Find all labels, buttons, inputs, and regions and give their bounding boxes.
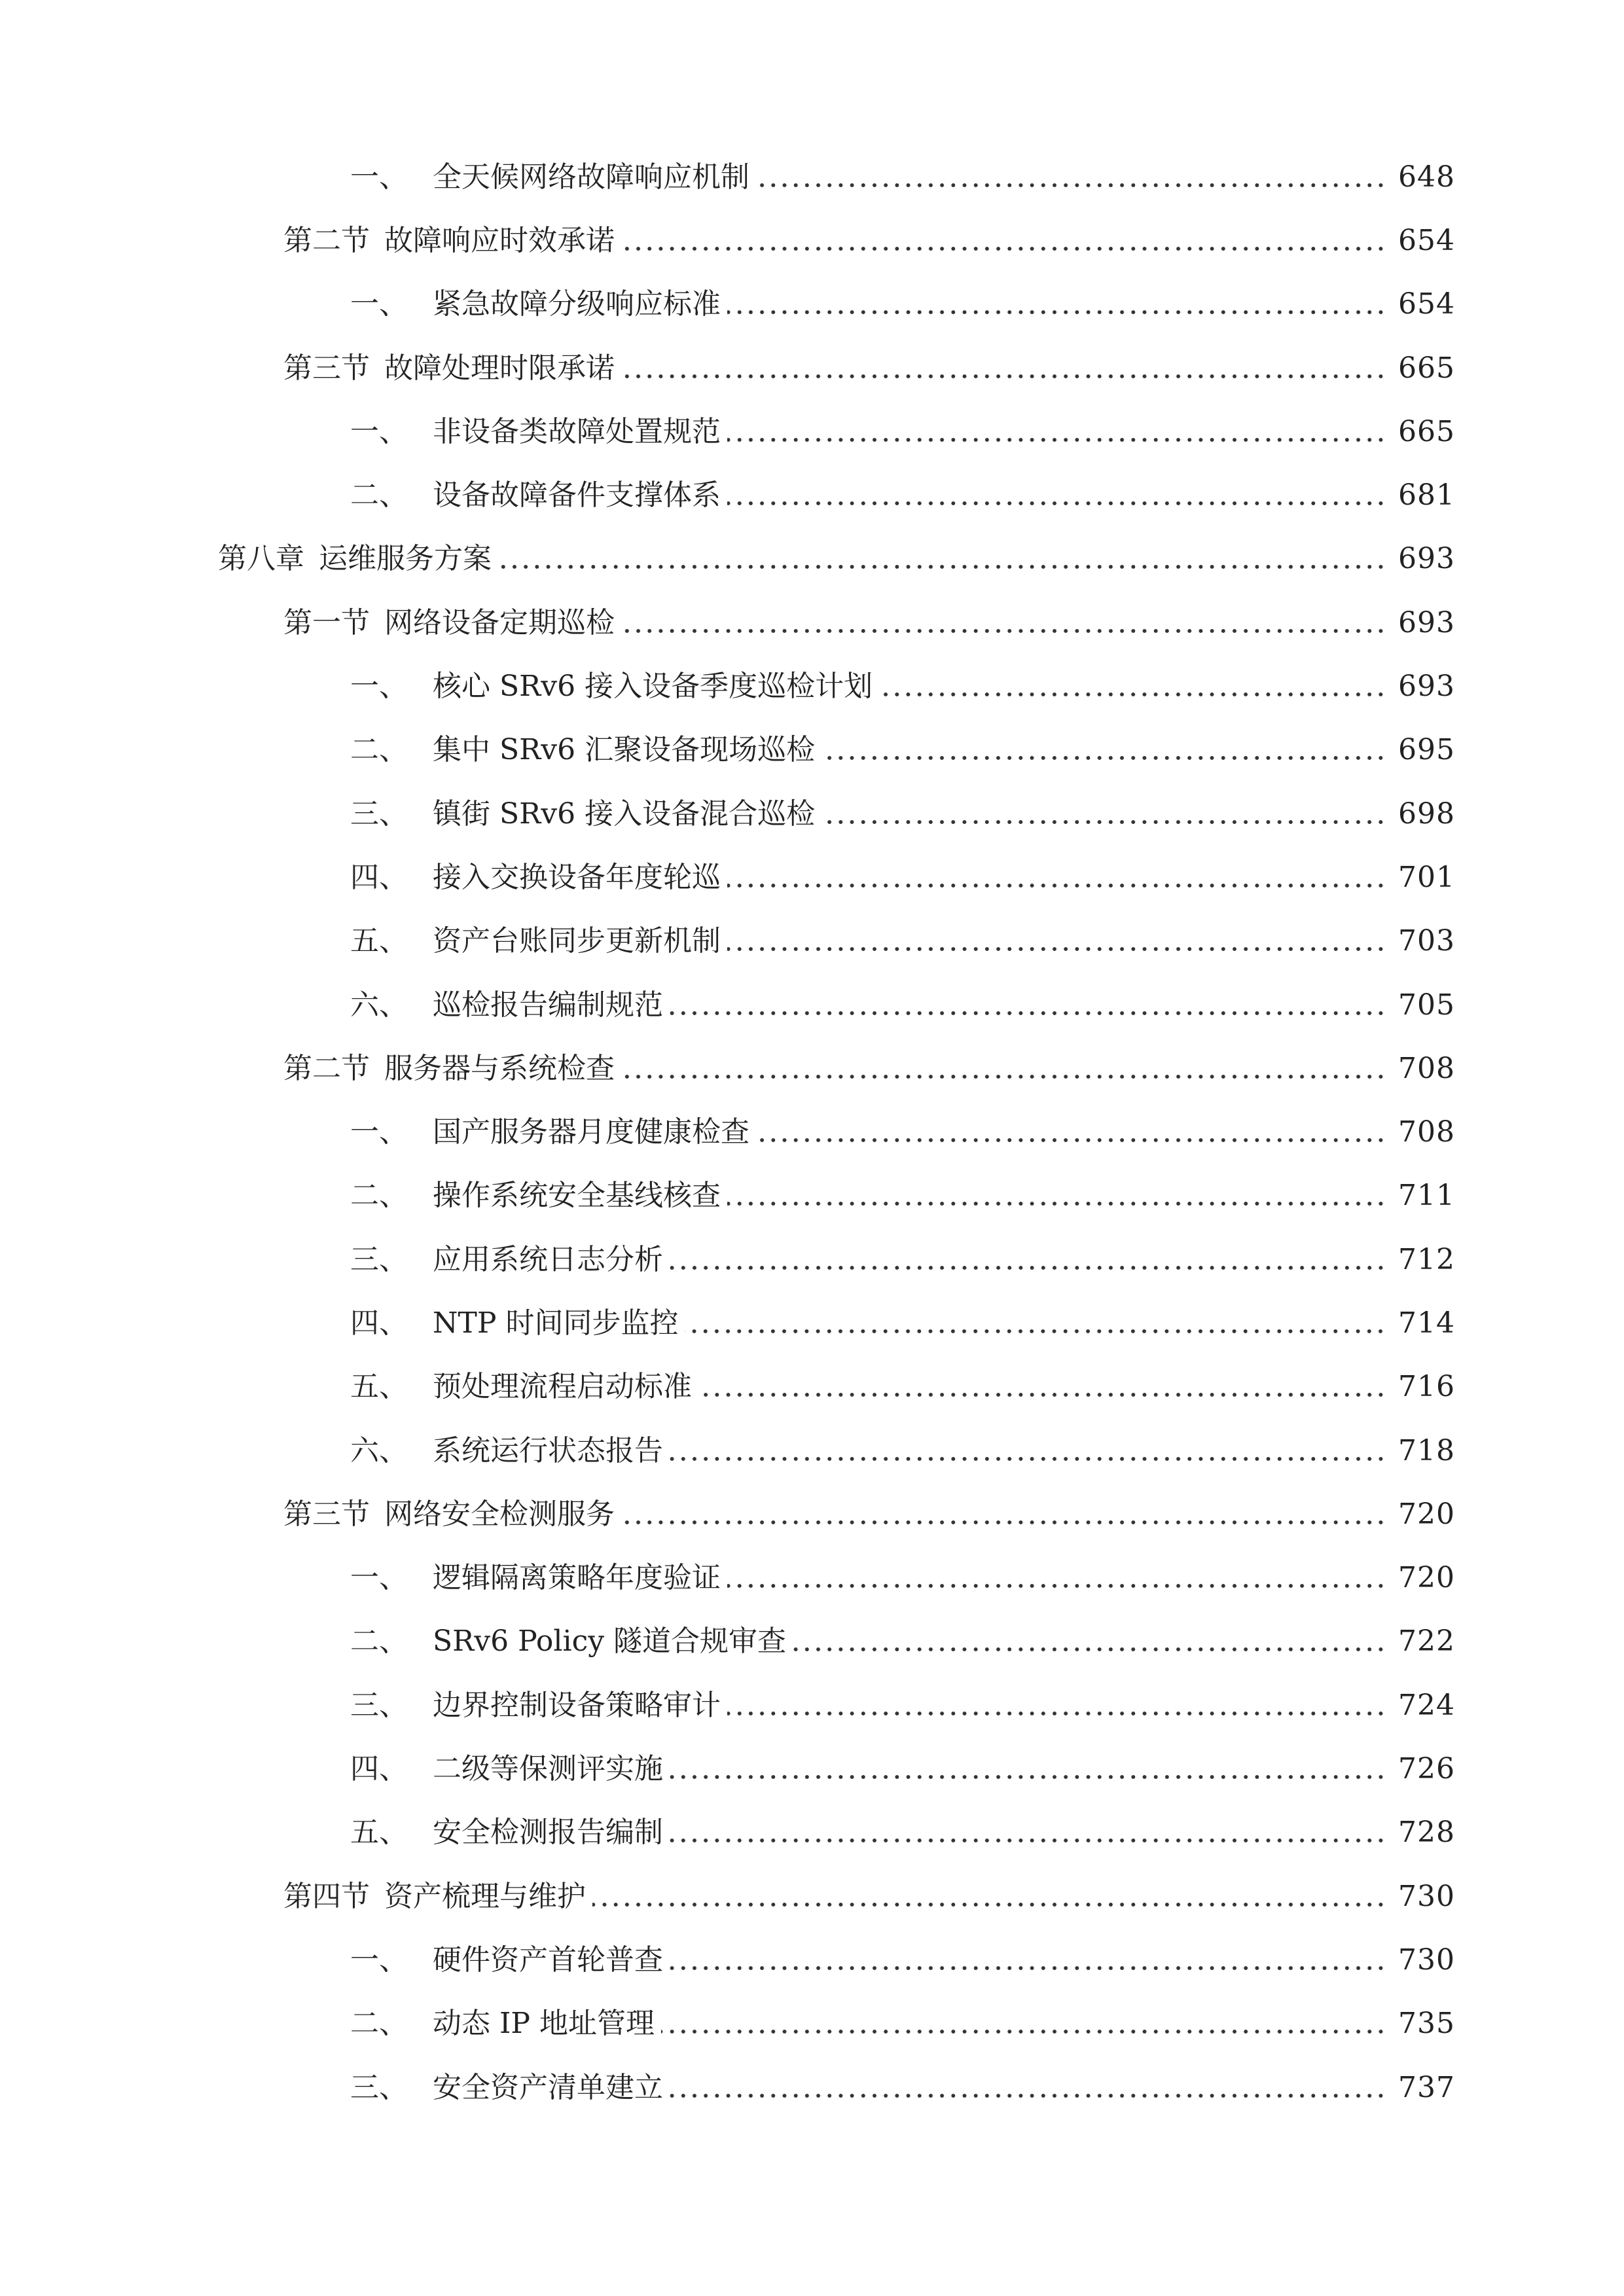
dot-leader: [670, 1965, 1386, 1971]
dot-leader: [621, 246, 1386, 251]
toc-entry-number: 第八章: [218, 542, 304, 576]
toc-entry-number: 二、: [350, 1179, 408, 1213]
toc-entry-page: 703: [1398, 924, 1455, 958]
toc-entry-number: 四、: [350, 1752, 408, 1786]
toc-entry-number: 二、: [350, 1624, 408, 1659]
toc-entry[interactable]: [0, 846, 1624, 909]
toc-entry-number: 六、: [350, 988, 408, 1022]
toc-entry[interactable]: [0, 1674, 1624, 1737]
dot-leader: [727, 883, 1386, 888]
toc-entry[interactable]: [0, 209, 1624, 272]
dot-leader: [793, 1647, 1386, 1652]
toc-entry-page: 708: [1398, 1051, 1455, 1085]
toc-entry-title: 网络安全检测服务: [384, 1497, 615, 1531]
toc-entry-number: 四、: [350, 860, 408, 894]
toc-entry-title: 故障处理时限承诺: [384, 351, 615, 385]
toc-entry-number: 一、: [350, 414, 408, 448]
toc-entry-title: 故障响应时效承诺: [384, 223, 615, 257]
toc-entry-title: 安全资产清单建立: [433, 2070, 663, 2104]
toc-entry[interactable]: [0, 1100, 1624, 1164]
toc-entry-number: 三、: [350, 1688, 408, 1722]
toc-entry-number: 四、: [350, 1306, 408, 1340]
toc-entry-title: 安全检测报告编制: [433, 1816, 663, 1850]
toc-entry-page: 716: [1398, 1370, 1455, 1404]
toc-entry[interactable]: [0, 528, 1624, 591]
dot-leader: [821, 819, 1386, 825]
toc-entry-number: 五、: [350, 1370, 408, 1404]
toc-entry-page: 726: [1398, 1752, 1455, 1786]
dot-leader: [621, 1520, 1386, 1525]
toc-entry-title: 设备故障备件支撑体系: [433, 478, 721, 512]
toc-entry-page: 654: [1398, 223, 1455, 257]
dot-leader: [661, 2029, 1386, 2034]
toc-entry-title: 运维服务方案: [319, 542, 492, 576]
toc-entry-page: 730: [1398, 1943, 1455, 1977]
dot-leader: [670, 2093, 1386, 2098]
toc-entry-title: 二级等保测评实施: [433, 1752, 663, 1786]
toc-entry-page: 724: [1398, 1688, 1455, 1722]
toc-entry-number: 一、: [350, 287, 408, 321]
toc-entry-page: 654: [1398, 287, 1455, 321]
toc-entry-page: 718: [1398, 1433, 1455, 1467]
toc-entry-page: 722: [1398, 1624, 1455, 1659]
table-of-contents: [0, 145, 1624, 2119]
toc-entry-number: 三、: [350, 1242, 408, 1276]
dot-leader: [592, 1902, 1386, 1907]
dot-leader: [756, 183, 1386, 188]
toc-entry-page: 681: [1398, 478, 1455, 512]
toc-entry-page: 737: [1398, 2070, 1455, 2104]
toc-entry[interactable]: [0, 1801, 1624, 1865]
toc-entry-page: 730: [1398, 1879, 1455, 1913]
toc-entry[interactable]: [0, 782, 1624, 846]
toc-entry-title: 操作系统安全基线核查: [433, 1179, 721, 1213]
toc-entry[interactable]: [0, 1419, 1624, 1482]
toc-entry-page: 665: [1398, 414, 1455, 448]
toc-entry-title: 应用系统日志分析: [433, 1242, 663, 1276]
toc-entry[interactable]: [0, 1482, 1624, 1546]
toc-entry-page: 714: [1398, 1306, 1455, 1340]
toc-entry-title: 核心 SRv6 接入设备季度巡检计划: [433, 670, 873, 704]
dot-leader: [727, 1201, 1386, 1206]
toc-entry-number: 第三节: [283, 1497, 370, 1531]
toc-entry-page: 728: [1398, 1816, 1455, 1850]
toc-entry-number: 第二节: [283, 223, 370, 257]
toc-entry[interactable]: [0, 463, 1624, 527]
toc-entry-title: 边界控制设备策略审计: [433, 1688, 721, 1722]
toc-entry-page: 665: [1398, 351, 1455, 385]
toc-entry-title: 逻辑隔离策略年度验证: [433, 1561, 721, 1595]
dot-leader: [621, 628, 1386, 634]
toc-entry-title: SRv6 Policy 隧道合规审查: [433, 1624, 787, 1659]
toc-entry-number: 一、: [350, 1943, 408, 1977]
dot-leader: [670, 1265, 1386, 1270]
toc-entry[interactable]: [0, 1228, 1624, 1291]
toc-entry-number: 一、: [350, 1115, 408, 1149]
toc-entry-title: 全天候网络故障响应机制: [433, 160, 749, 194]
toc-entry-page: 698: [1398, 797, 1455, 831]
toc-entry-number: 五、: [350, 924, 408, 958]
dot-leader: [727, 310, 1386, 315]
toc-entry-number: 二、: [350, 2007, 408, 2041]
dot-leader: [727, 1583, 1386, 1588]
toc-entry-page: 701: [1398, 860, 1455, 894]
toc-entry[interactable]: [0, 1547, 1624, 1610]
toc-entry-number: 一、: [350, 1561, 408, 1595]
toc-entry-title: 动态 IP 地址管理: [433, 2007, 655, 2041]
toc-entry-title: 网络设备定期巡检: [384, 605, 615, 639]
toc-entry[interactable]: [0, 655, 1624, 718]
toc-entry[interactable]: [0, 1037, 1624, 1100]
dot-leader: [498, 564, 1386, 569]
toc-entry-page: 705: [1398, 988, 1455, 1022]
toc-entry[interactable]: [0, 1928, 1624, 1992]
toc-entry[interactable]: [0, 1164, 1624, 1228]
toc-entry-title: 资产梳理与维护: [384, 1879, 586, 1913]
toc-entry[interactable]: [0, 400, 1624, 463]
toc-entry-title: 服务器与系统检查: [384, 1051, 615, 1085]
toc-entry-page: 720: [1398, 1561, 1455, 1595]
toc-entry-page: 708: [1398, 1115, 1455, 1149]
toc-entry-title: 接入交换设备年度轮巡: [433, 860, 721, 894]
dot-leader: [727, 946, 1386, 952]
toc-entry-number: 第一节: [283, 605, 370, 639]
toc-entry-number: 二、: [350, 733, 408, 767]
toc-entry-page: 720: [1398, 1497, 1455, 1531]
toc-entry-title: 硬件资产首轮普查: [433, 1943, 663, 1977]
dot-leader: [670, 1774, 1386, 1780]
toc-entry[interactable]: [0, 1355, 1624, 1419]
toc-entry-number: 第三节: [283, 351, 370, 385]
toc-entry-number: 第四节: [283, 1879, 370, 1913]
toc-entry-title: 紧急故障分级响应标准: [433, 287, 721, 321]
toc-entry-page: 693: [1398, 605, 1455, 639]
dot-leader: [727, 501, 1386, 506]
toc-entry[interactable]: [0, 591, 1624, 655]
dot-leader: [698, 1392, 1386, 1397]
toc-entry-page: 712: [1398, 1242, 1455, 1276]
toc-entry-title: NTP 时间同步监控: [433, 1306, 679, 1340]
dot-leader: [685, 1329, 1386, 1334]
toc-entry[interactable]: [0, 910, 1624, 973]
toc-entry[interactable]: [0, 273, 1624, 336]
toc-entry-page: 735: [1398, 2007, 1455, 2041]
toc-entry-number: 一、: [350, 670, 408, 704]
dot-leader: [821, 755, 1386, 761]
toc-entry-title: 预处理流程启动标准: [433, 1370, 692, 1404]
toc-entry-title: 镇街 SRv6 接入设备混合巡检: [433, 797, 816, 831]
toc-entry-page: 648: [1398, 160, 1455, 194]
dot-leader: [670, 1838, 1386, 1843]
toc-entry[interactable]: [0, 2056, 1624, 2119]
toc-entry-number: 第二节: [283, 1051, 370, 1085]
toc-entry-title: 资产台账同步更新机制: [433, 924, 721, 958]
toc-entry-number: 六、: [350, 1433, 408, 1467]
dot-leader: [670, 1456, 1386, 1462]
toc-entry[interactable]: [0, 145, 1624, 209]
toc-entry[interactable]: [0, 973, 1624, 1037]
dot-leader: [879, 692, 1386, 697]
toc-entry[interactable]: [0, 1291, 1624, 1355]
toc-entry[interactable]: [0, 1992, 1624, 2056]
dot-leader: [621, 374, 1386, 379]
dot-leader: [621, 1074, 1386, 1079]
toc-entry-number: 三、: [350, 797, 408, 831]
toc-entry-page: 693: [1398, 542, 1455, 576]
toc-entry[interactable]: [0, 1610, 1624, 1674]
toc-entry-number: 三、: [350, 2070, 408, 2104]
dot-leader: [756, 1138, 1386, 1143]
dot-leader: [727, 1711, 1386, 1716]
toc-entry-title: 巡检报告编制规范: [433, 988, 663, 1022]
toc-entry-title: 系统运行状态报告: [433, 1433, 663, 1467]
toc-entry[interactable]: [0, 1737, 1624, 1801]
toc-entry-title: 非设备类故障处置规范: [433, 414, 721, 448]
toc-entry-page: 693: [1398, 670, 1455, 704]
toc-entry-title: 集中 SRv6 汇聚设备现场巡检: [433, 733, 816, 767]
toc-entry-title: 国产服务器月度健康检查: [433, 1115, 749, 1149]
toc-entry-number: 一、: [350, 160, 408, 194]
toc-entry[interactable]: [0, 336, 1624, 400]
toc-entry[interactable]: [0, 1865, 1624, 1928]
toc-entry-number: 二、: [350, 478, 408, 512]
dot-leader: [670, 1011, 1386, 1016]
toc-entry-page: 711: [1398, 1179, 1455, 1213]
toc-entry-number: 五、: [350, 1816, 408, 1850]
dot-leader: [727, 437, 1386, 442]
toc-entry-page: 695: [1398, 733, 1455, 767]
toc-entry[interactable]: [0, 719, 1624, 782]
